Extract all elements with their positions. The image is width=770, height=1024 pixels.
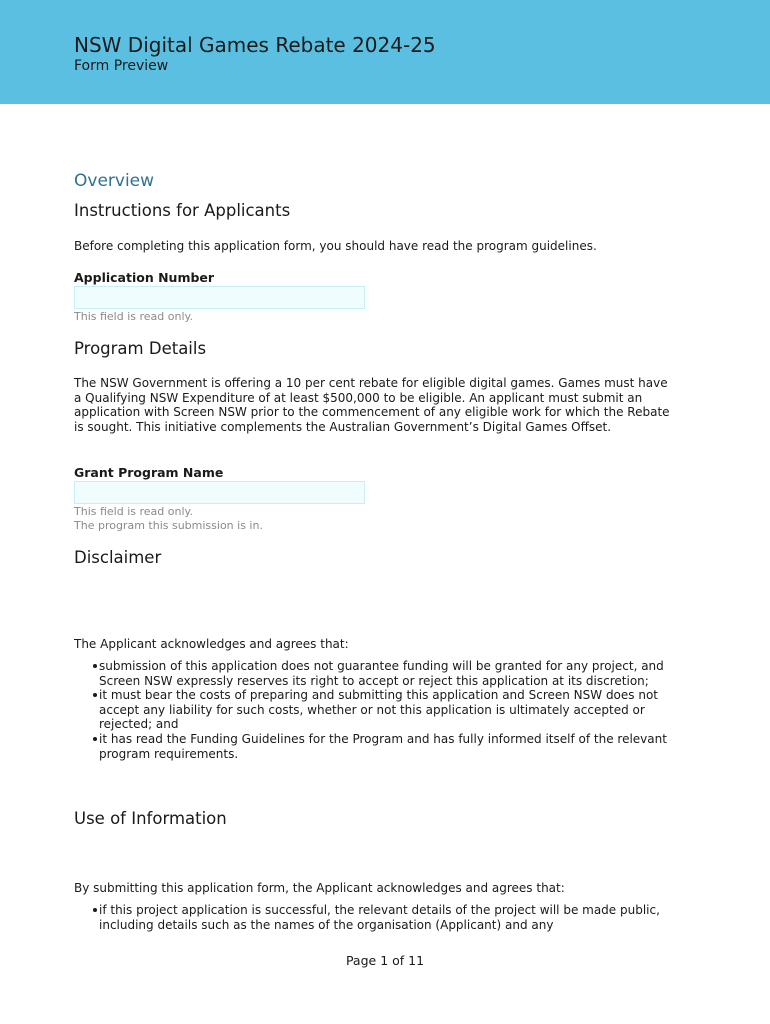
grant-program-name-label: Grant Program Name xyxy=(74,465,224,480)
list-item: it has read the Funding Guidelines for the Program and has fully informed itself of the relevant program requirements. xyxy=(74,732,674,761)
bullet-icon xyxy=(93,908,97,912)
list-item: it must bear the costs of preparing and submitting this application and Screen NSW does not accept any liability for such costs, whether or not this application is ultimately accepted or rejected; and xyxy=(74,688,674,732)
instructions-text: Before completing this application form, you should have read the program guidelines. xyxy=(74,239,597,253)
bullet-icon xyxy=(93,693,97,697)
use-of-information-list xyxy=(74,903,674,932)
instructions-heading: Instructions for Applicants xyxy=(74,201,291,220)
page-number: Page 1 of 11 xyxy=(345,953,425,968)
use-of-information-intro: By submitting this application form, the Applicant acknowledges and agrees that: xyxy=(74,881,565,895)
bullet-icon xyxy=(93,664,97,668)
bullet-icon xyxy=(93,737,97,741)
program-details-text: The NSW Government is offering a 10 per cent rebate for eligible digital games. Games must have a Qualifying NSW Expenditure of at least $500,000 to be eligible. An applicant must submit an application with Screen NSW prior to the commencement of any eligible work for which the Rebate is sought. This initiative complements the Australian Government’s Digital Games Offset. xyxy=(74,376,670,434)
disclaimer-heading: Disclaimer xyxy=(74,548,162,567)
application-number-label: Application Number xyxy=(74,270,215,285)
grant-program-name-field[interactable] xyxy=(74,481,365,504)
application-number-field[interactable] xyxy=(74,286,365,309)
page-header xyxy=(0,0,770,104)
disclaimer-intro: The Applicant acknowledges and agrees that: xyxy=(74,637,349,651)
program-note: The program this submission is in. xyxy=(74,518,263,532)
overview-heading: Overview xyxy=(74,171,155,191)
list-item: submission of this application does not guarantee funding will be granted for any project, and Screen NSW expressly reserves its right to accept or reject this application at its discretion; xyxy=(74,659,674,688)
disclaimer-list xyxy=(74,659,674,761)
list-item: if this project application is successful, the relevant details of the project will be made public, including details such as the names of the organisation (Applicant) and any xyxy=(74,903,674,932)
program-details-heading: Program Details xyxy=(74,339,207,358)
form-subtitle: Form Preview xyxy=(74,58,169,74)
grant-program-name-help xyxy=(74,505,263,532)
use-of-information-heading: Use of Information xyxy=(74,809,227,828)
read-only-note: This field is read only. xyxy=(74,505,193,518)
application-number-help: This field is read only. xyxy=(74,310,193,323)
form-title: NSW Digital Games Rebate 2024-25 xyxy=(74,33,436,57)
